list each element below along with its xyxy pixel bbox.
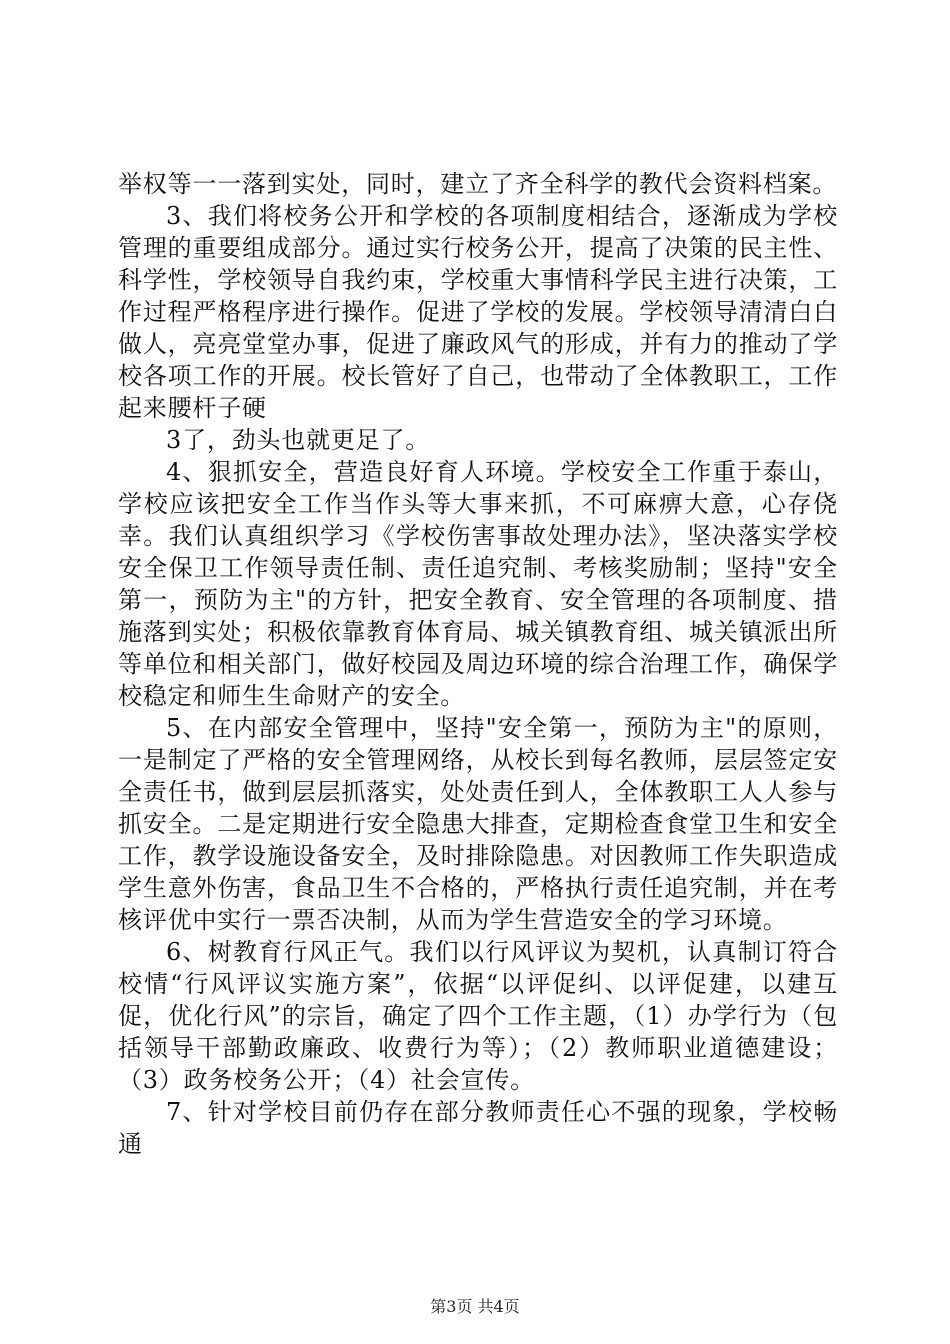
paragraph-continuation: 举权等一一落到实处，同时，建立了齐全科学的教代会资料档案。: [118, 170, 838, 198]
paragraph-item-3: 3、我们将校务公开和学校的各项制度相结合，逐渐成为学校管理的重要组成部分。通过实行校务公开，提高了决策的民主性、科学性，学校领导自我约束，学校重大事情科学民主进行决策，工作过程严格程序进行操作。促进了学校的发展。学校领导清清白白做人，亮亮堂堂办事，促进了廉政风气的形成，并有力的推动了学校各项工作的开展。校长管好了自己，也带动了全体教职工，工作起来腰杆子硬: [118, 202, 838, 422]
paragraph-item-7: 7、针对学校目前仍存在部分教师责任心不强的现象，学校畅通: [118, 1098, 838, 1158]
paragraph-item-6: 6、树教育行风正气。我们以行风评议为契机，认真制订符合校情“行风评议实施方案”，依据“以评促纠、以评促建，以建互促，优化行风”的宗旨，确定了四个工作主题，（1）办学行为（包括领导干部勤政廉政、收费行为等）；（2）教师职业道德建设；（3）政务校务公开；（4）社会宣传。: [118, 938, 838, 1094]
paragraph-item-4: 4、狠抓安全，营造良好育人环境。学校安全工作重于泰山，学校应该把安全工作当作头等大事来抓，不可麻痹大意，心存侥幸。我们认真组织学习《学校伤害事故处理办法》，坚决落实学校安全保卫工作领导责任制、责任追究制、考核奖励制；坚持"安全第一，预防为主"的方针，把安全教育、安全管理的各项制度、措施落到实处；积极依靠教育体育局、城关镇教育组、城关镇派出所等单位和相关部门，做好校园及周边环境的综合治理工作，确保学校稳定和师生生命财产的安全。: [118, 458, 838, 710]
document-body: [118, 168, 838, 1160]
paragraph-item-5: 5、在内部安全管理中，坚持"安全第一，预防为主"的原则，一是制定了严格的安全管理网络，从校长到每名教师，层层签定安全责任书，做到层层抓落实，处处责任到人，全体教职工人人参与抓安全。二是定期进行安全隐患大排查，定期检查食堂卫生和安全工作，教学设施设备安全，及时排除隐患。对因教师工作失职造成学生意外伤害，食品卫生不合格的，严格执行责任追究制，并在考核评优中实行一票否决制，从而为学生营造安全的学习环境。: [118, 714, 838, 934]
paragraph-item-3-tail: 3了，劲头也就更足了。: [166, 426, 431, 454]
page-number-footer: 第3页 共4页: [430, 1297, 520, 1316]
